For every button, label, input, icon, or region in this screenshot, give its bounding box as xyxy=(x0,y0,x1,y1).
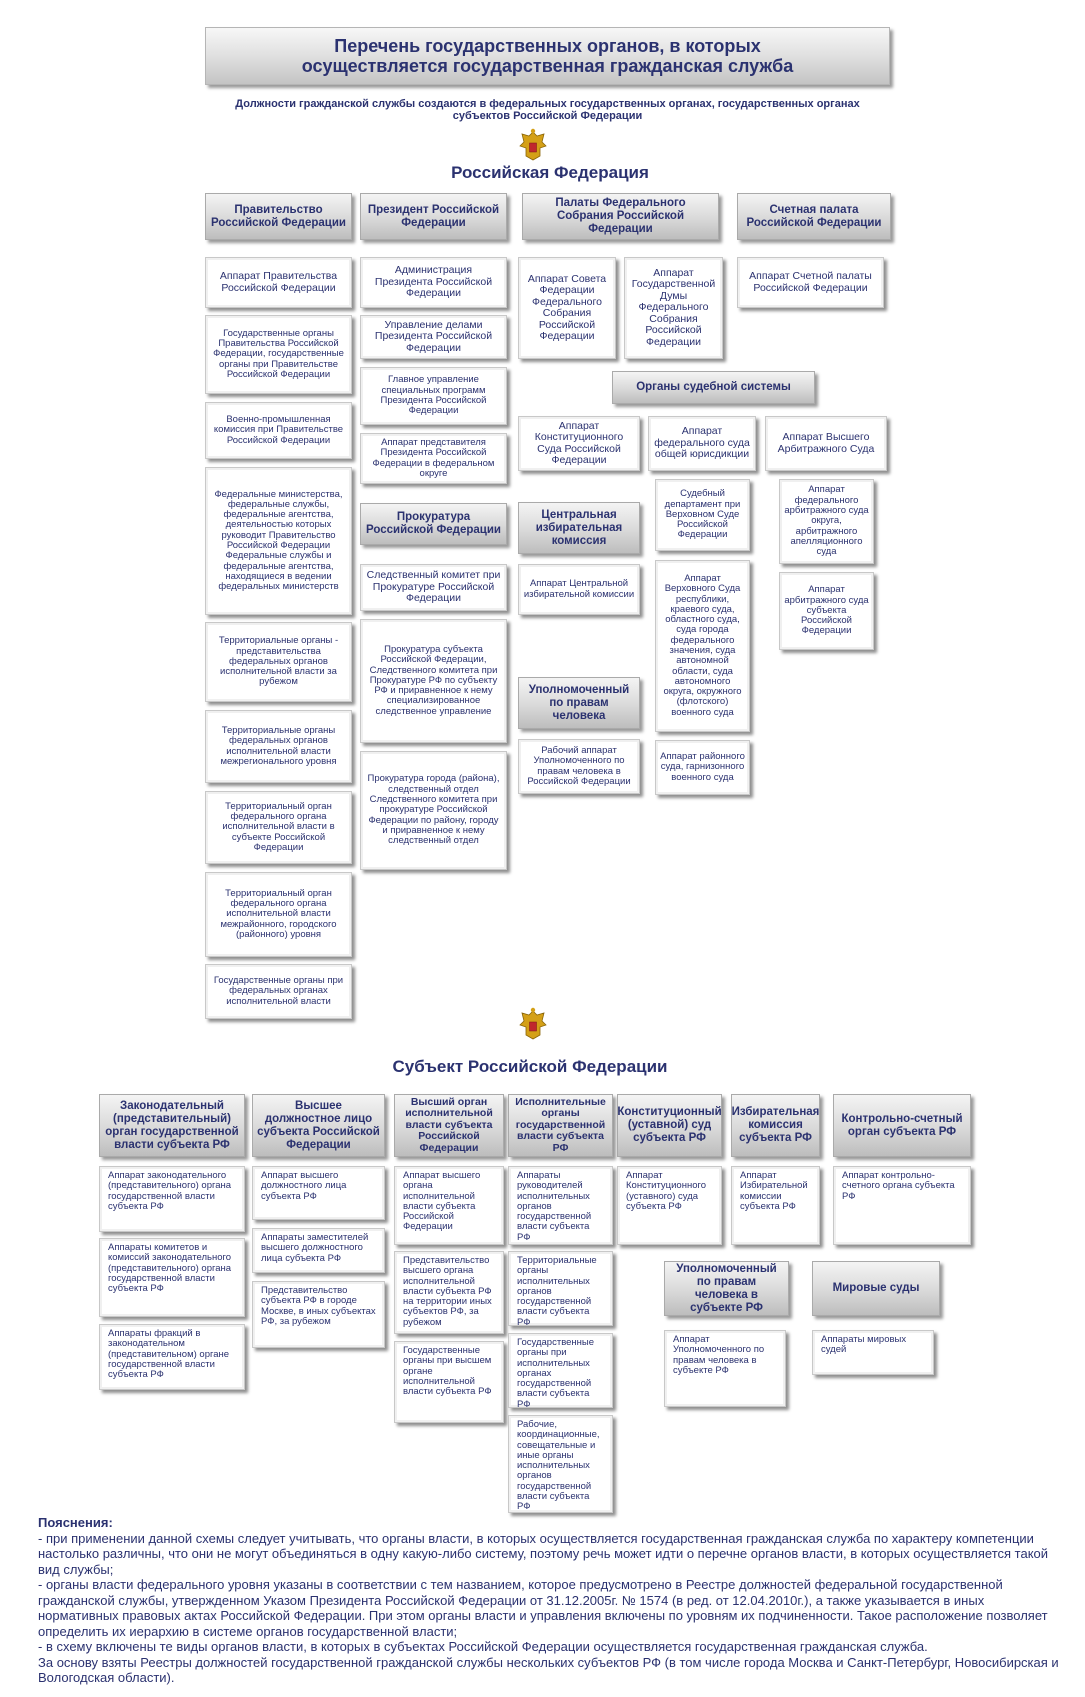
header-legislative: Законодательный (представительный) орган государственной власти субъекта РФ xyxy=(99,1094,245,1157)
judicial-item: Аппарат Конституционного Суда Российской Федерации xyxy=(518,416,640,471)
header-assembly: Палаты Федерального Собрания Российской Федерации xyxy=(522,193,719,240)
government-item: Военно-промышленная комиссия при Правительстве Российской Федерации xyxy=(205,402,352,459)
top-official-item: Представительство субъекта РФ в городе Москве, в иных субъектах РФ, за рубежом xyxy=(252,1281,385,1348)
executive-item: Аппараты руководителей исполнительных органов государственной власти субъекта РФ xyxy=(508,1166,613,1245)
top-executive-item: Представительство высшего органа исполнительной власти субъекта РФ на территории иных субъектов РФ, за рубежом xyxy=(394,1251,504,1334)
executive-item: Рабочие, координационные, совещательные и иные органы исполнительных органов государственной власти субъекта РФ xyxy=(508,1415,613,1513)
coat-of-arms-icon xyxy=(518,128,548,162)
legislative-item: Аппараты фракций в законодательном (представительном) органе государственной власти субъекта РФ xyxy=(99,1324,245,1390)
ombudsman-item: Рабочий аппарат Уполномоченного по правам человека в Российской Федерации xyxy=(518,739,640,794)
header-ombudsman: Уполномоченный по правам человека xyxy=(518,677,640,729)
notes-title: Пояснения: xyxy=(38,1515,113,1530)
notes xyxy=(38,1515,1068,1686)
header-top-official: Высшее должностное лицо субъекта Российской Федерации xyxy=(252,1094,385,1157)
top-executive-item: Государственные органы при высшем органе исполнительной власти субъекта РФ xyxy=(394,1341,504,1423)
regional-title: Субъект Российской Федерации xyxy=(392,1057,668,1076)
president-item: Управление делами Президента Российской Федерации xyxy=(360,315,507,359)
header-executive: Исполнительные органы государственной власти субъекта РФ xyxy=(508,1094,613,1157)
header-judicial: Органы судебной системы xyxy=(612,371,815,404)
header-constitutional-court: Конституционный (уставной) суд субъекта РФ xyxy=(617,1094,722,1157)
header-president: Президент Российской Федерации xyxy=(360,193,507,240)
page-title-text: Перечень государственных органов, в которых осуществляется государственная гражданская служба xyxy=(301,36,794,76)
judicial-item: Судебный департамент при Верховном Суде Российской Федерации xyxy=(655,479,750,551)
judicial-item: Аппарат Верховного Суда республики, краевого суда, областного суда, суда города федерального значения, суда автономной области, суда автономного округа, окружного (флотского) военного суда xyxy=(655,560,750,732)
president-item: Главное управление специальных программ Президента Российской Федерации xyxy=(360,367,507,425)
top-executive-item: Аппарат высшего органа исполнительной власти субъекта Российской Федерации xyxy=(394,1166,504,1245)
government-item: Территориальные органы - представительства федеральных органов исполнительной власти за рубежом xyxy=(205,622,352,702)
prosecutor-item: Прокуратура субъекта Российской Федерации, Следственного комитета при Прокуратуре РФ по субъекту РФ и приравненное к нему специализированное следственное управление xyxy=(360,619,507,743)
page-title xyxy=(205,27,890,85)
header-control-body: Контрольно-счетный орган субъекта РФ xyxy=(833,1094,971,1157)
header-magistrate-courts: Мировые суды xyxy=(812,1261,940,1316)
header-top-executive: Высший орган исполнительной власти субъекта Российской Федерации xyxy=(394,1094,504,1157)
assembly-item: Аппарат Совета Федерации Федерального Собрания Российской Федерации xyxy=(518,257,616,359)
header-election-commission: Избирательная комиссия субъекта РФ xyxy=(731,1094,820,1157)
election-commission-item: Аппарат Избирательной комиссии субъекта РФ xyxy=(731,1166,820,1245)
page-subtitle: Должности гражданской службы создаются в федеральных государственных органах, государственных органах субъектов Российской Федерации xyxy=(235,98,860,122)
audit-item: Аппарат Счетной палаты Российской Федерации xyxy=(737,257,884,308)
header-government: Правительство Российской Федерации xyxy=(205,193,352,240)
executive-item: Государственные органы при исполнительных органах государственной власти субъекта РФ xyxy=(508,1333,613,1408)
government-item: Федеральные министерства, федеральные службы, федеральные агентства, деятельностью которых руководит Правительство Российской Федерации Федеральные службы и федеральные агентства, находящиеся в ведении федеральных министерств xyxy=(205,467,352,615)
cec-item: Аппарат Центральной избирательной комиссии xyxy=(518,564,640,615)
note-line: - органы власти федерального уровня указаны в соответствии с тем названием, которое предусмотрено в Реестре должностей федеральной государственной гражданской службы, утвержденном Указом Президента Российской Федерации от 31.12.2005г. № 1574 (в ред. от 12.04.2010г.), а также указывается в иных нормативных правовых актах Российской Федерации. При этом органы власти и управления включены по уровням их подчиненности. Такое расположение позволяет определить их иерархию в системе органов государственной власти; xyxy=(38,1577,1048,1639)
judicial-item: Аппарат федерального суда общей юрисдикции xyxy=(648,416,756,471)
judicial-item: Аппарат федерального арбитражного суда округа, арбитражного апелляционного суда xyxy=(779,479,874,564)
coat-of-arms-icon xyxy=(518,1007,548,1041)
header-audit-chamber: Счетная палата Российской Федерации xyxy=(737,193,891,240)
government-item: Территориальные органы федеральных органов исполнительной власти межрегионального уровня xyxy=(205,710,352,783)
federal-title: Российская Федерация xyxy=(451,163,649,182)
header-regional-ombudsman: Уполномоченный по правам человека в субъекте РФ xyxy=(664,1261,789,1316)
president-item: Аппарат представителя Президента Российской Федерации в федеральном округе xyxy=(360,433,507,484)
constitutional-court-item: Аппарат Конституционного (уставного) суда субъекта РФ xyxy=(617,1166,722,1245)
note-line: - в схему включены те виды органов власти, в которых в субъектах Российской Федерации осуществляется государственная гражданская служба. xyxy=(38,1639,928,1654)
legislative-item: Аппарат законодательного (представительного) органа государственной власти субъекта РФ xyxy=(99,1166,245,1232)
government-item: Аппарат Правительства Российской Федерации xyxy=(205,257,352,308)
top-official-item: Аппарат высшего должностного лица субъекта РФ xyxy=(252,1166,385,1220)
top-official-item: Аппараты заместителей высшего должностного лица субъекта РФ xyxy=(252,1228,385,1273)
regional-ombudsman-item: Аппарат Уполномоченного по правам человека в субъекте РФ xyxy=(664,1330,786,1407)
judicial-item: Аппарат районного суда, гарнизонного военного суда xyxy=(655,740,750,795)
note-line: За основу взяты Реестры должностей государственной гражданской службы нескольких субъектов РФ (в том числе города Москва и Санкт-Петербург, Новосибирская и Вологодская области). xyxy=(38,1654,1059,1685)
government-item: Территориальный орган федерального органа исполнительной власти в субъекте Российской Федерации xyxy=(205,791,352,864)
executive-item: Территориальные органы исполнительных органов государственной власти субъекта РФ xyxy=(508,1251,613,1326)
magistrate-courts-item: Аппараты мировых судей xyxy=(812,1330,934,1375)
legislative-item: Аппараты комитетов и комиссий законодательного (представительного) органа государственной власти субъекта РФ xyxy=(99,1238,245,1317)
prosecutor-item: Следственный комитет при Прокуратуре Российской Федерации xyxy=(360,564,507,611)
header-prosecutor: Прокуратура Российской Федерации xyxy=(360,503,507,545)
prosecutor-item: Прокуратура города (района), следственный отдел Следственного комитета при прокуратуре Российской Федерации по району, городу и приравненное к нему следственный отдел xyxy=(360,751,507,870)
control-body-item: Аппарат контрольно-счетного органа субъекта РФ xyxy=(833,1166,971,1245)
judicial-item: Аппарат Высшего Арбитражного Суда xyxy=(765,416,887,471)
assembly-item: Аппарат Государственной Думы Федерального Собрания Российской Федерации xyxy=(624,257,723,359)
president-item: Администрация Президента Российской Федерации xyxy=(360,257,507,308)
government-item: Государственные органы Правительства Российской Федерации, государственные органы при Правительстве Российской Федерации xyxy=(205,315,352,394)
note-line: - при применении данной схемы следует учитывать, что органы власти, в которых осуществляется государственная гражданская служба по характеру компетенции настолько различны, что они не могут объединяться в одну какую-либо систему, поэтому речь может идти о перечне органов власти, в которых осуществляется такой вид службы; xyxy=(38,1530,1049,1577)
judicial-item: Аппарат арбитражного суда субъекта Российской Федерации xyxy=(779,572,874,650)
government-item: Территориальный орган федерального органа исполнительной власти межрайонного, городского (районного) уровня xyxy=(205,872,352,957)
header-cec: Центральная избирательная комиссия xyxy=(518,502,640,554)
government-item: Государственные органы при федеральных органах исполнительной власти xyxy=(205,964,352,1019)
